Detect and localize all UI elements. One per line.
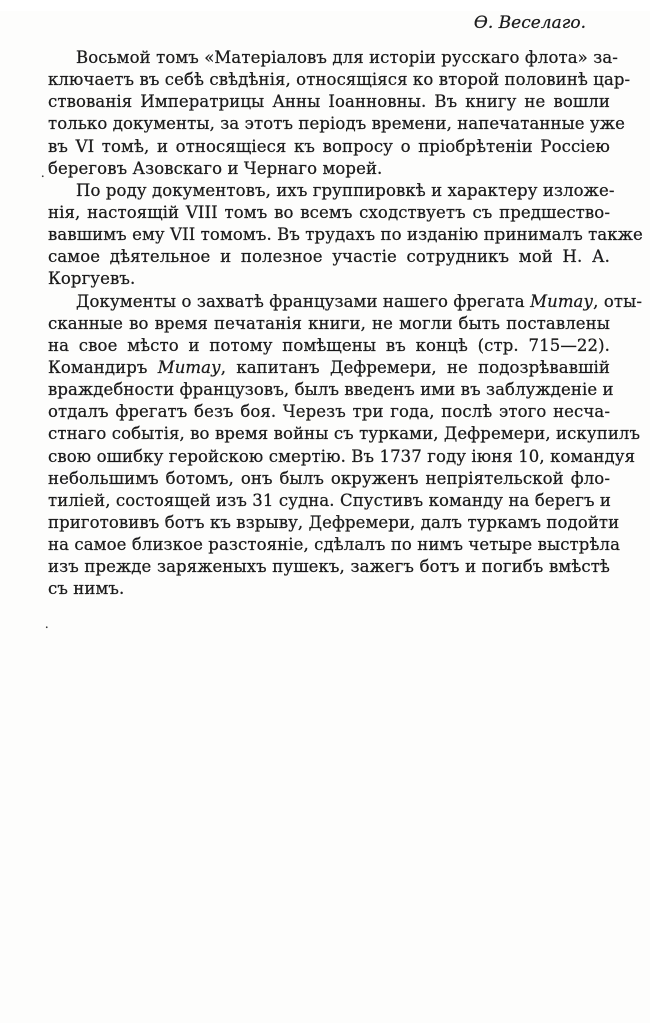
- italic-text-segment: Митау: [157, 357, 221, 377]
- text-segment: ствованія Императрицы Анны Іоанновны. Въ книгу не вошли: [48, 92, 610, 112]
- paragraph: [48, 180, 643, 291]
- text-line: [48, 490, 610, 512]
- text-line: [48, 578, 610, 600]
- book-page: [0, 11, 650, 1023]
- text-line: [48, 224, 643, 246]
- paragraph: [48, 47, 631, 180]
- text-segment: Командиръ: [48, 357, 158, 377]
- text-line: [48, 113, 625, 135]
- text-segment: Коргуевъ.: [48, 269, 136, 289]
- paragraph: [48, 291, 643, 601]
- text-segment: въ VI томѣ, и относящіеся къ вопросу о пріобрѣтеніи Россіею: [48, 136, 610, 156]
- text-segment: тиліей, состоящей изъ 31 судна. Спустивъ команду на берегъ и: [48, 490, 612, 510]
- scan-artifact-dot: ·: [41, 170, 45, 183]
- text-line: [48, 512, 620, 534]
- author-signature: Ѳ. Веселаго.: [473, 13, 586, 33]
- text-line: [48, 291, 643, 313]
- text-segment: ключаетъ въ себѣ свѣдѣнія, относящіяся ко второй половинѣ цар-: [48, 70, 631, 90]
- text-line: [48, 136, 610, 158]
- text-segment: , капитанъ Дефремери, не подозрѣвавшій: [220, 357, 610, 377]
- text-segment: изъ прежде заряженыхъ пушекъ, зажегъ ботъ и погибъ вмѣстѣ: [48, 557, 610, 577]
- text-segment: съ нимъ.: [48, 579, 125, 599]
- text-segment: вавшимъ ему VII томомъ. Въ трудахъ по изданію принималъ также: [48, 225, 643, 245]
- text-line: [48, 268, 610, 290]
- text-line: [48, 468, 610, 490]
- italic-text-segment: Митау: [530, 291, 594, 311]
- text-segment: береговъ Азовскаго и Чернаго морей.: [48, 158, 383, 178]
- text-line: [48, 313, 610, 335]
- text-line: [48, 246, 610, 268]
- text-line: [48, 47, 618, 69]
- scan-artifact-dot: ·: [45, 621, 49, 634]
- text-block: [48, 47, 643, 601]
- text-segment: на самое близкое разстояніе, сдѣлалъ по нимъ четыре выстрѣла: [48, 535, 621, 555]
- text-line: [48, 446, 636, 468]
- text-line: [48, 180, 615, 202]
- text-line: [48, 202, 610, 224]
- text-line: [48, 534, 621, 556]
- text-segment: сканные во время печатанія книги, не могли быть поставлены: [48, 313, 610, 333]
- text-segment: нія, настоящій VIII томъ во всемъ сходствуетъ съ предшество-: [48, 202, 610, 222]
- text-segment: враждебности французовъ, былъ введенъ ими въ заблужденіе и: [48, 380, 614, 400]
- text-segment: только документы, за этотъ періодъ времени, напечатанные уже: [48, 114, 625, 134]
- text-line: [48, 91, 610, 113]
- text-line: [48, 556, 610, 578]
- text-segment: Восьмой томъ «Матеріаловъ для исторіи русскаго флота» за-: [76, 48, 618, 67]
- text-line: [48, 357, 610, 379]
- text-segment: По роду документовъ, ихъ группировкѣ и характеру изложе-: [76, 180, 615, 200]
- text-line: [48, 69, 631, 91]
- text-segment: на свое мѣсто и потому помѣщены въ концѣ (стр. 715—22).: [48, 335, 610, 355]
- text-segment: стнаго событія, во время войны съ турками, Дефремери, искупилъ: [48, 424, 641, 444]
- text-line: [48, 423, 641, 445]
- text-segment: самое дѣятельное и полезное участіе сотрудникъ мой Н. А.: [48, 247, 610, 267]
- text-segment: приготовивъ ботъ къ взрыву, Дефремери, далъ туркамъ подойти: [48, 512, 620, 532]
- text-line: [48, 335, 610, 357]
- text-segment: , оты-: [593, 291, 643, 311]
- text-line: [48, 401, 610, 423]
- text-line: [48, 379, 614, 401]
- text-segment: свою ошибку геройскою смертію. Въ 1737 году іюня 10, командуя: [48, 446, 636, 466]
- text-segment: отдалъ фрегатъ безъ боя. Черезъ три года, послѣ этого несча-: [48, 402, 610, 422]
- text-line: [48, 158, 610, 180]
- text-segment: Документы о захватѣ французами нашего фрегата: [76, 291, 531, 311]
- signature-row: [0, 11, 650, 35]
- text-segment: небольшимъ ботомъ, онъ былъ окруженъ непріятельской фло-: [48, 468, 610, 488]
